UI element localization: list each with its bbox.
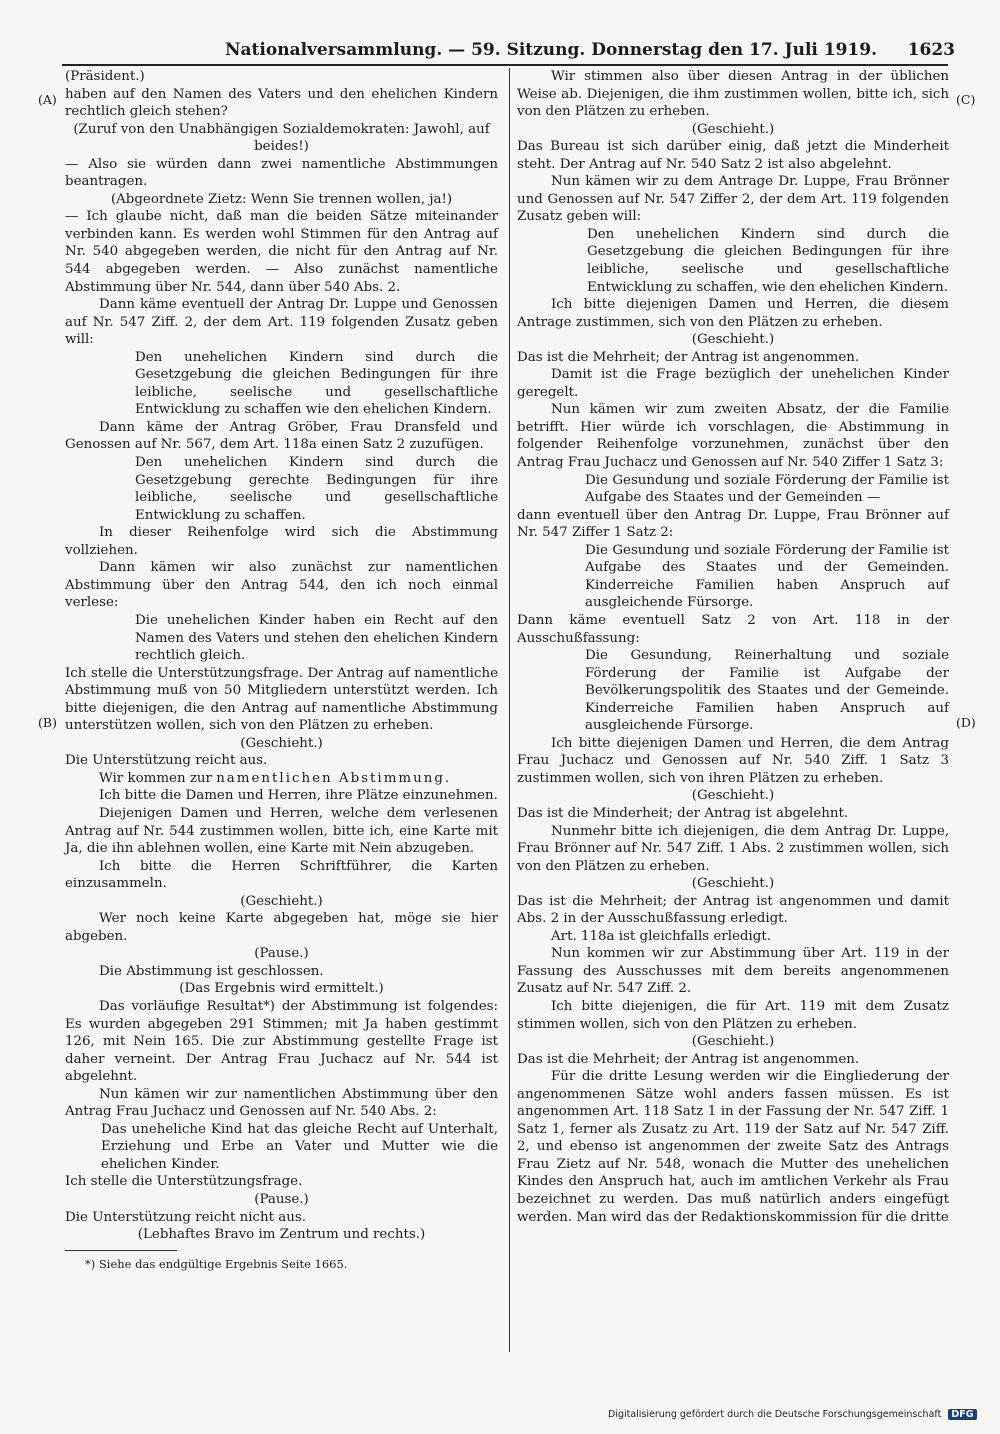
- paragraph: — Also sie würden dann zwei namentliche Abstimmungen beantragen.: [65, 156, 498, 190]
- paragraph: Nun kommen wir zur Abstimmung über Art. 119 in der Fassung des Ausschusses mit dem bereits angenommenen Zusatz auf Nr. 547 Ziff. 2.: [517, 946, 949, 997]
- stage-direction: (Das Ergebnis wird ermittelt.): [179, 981, 384, 997]
- paragraph: Ich bitte diejenigen Damen und Herren, die diesem Antrage zustimmen, sich von den Plätzen zu erheben.: [517, 297, 949, 330]
- quoted-motion: Die unehelichen Kinder haben ein Recht auf den Namen des Vaters und stehen den ehelichen Kindern rechtlich gleich.: [135, 612, 498, 664]
- paragraph: Nunmehr bitte ich diejenigen, die dem Antrag Dr. Luppe, Frau Brönner auf Nr. 547 Ziff. 1 Abs. 2 zustimmen wollen, sich von den Plätzen zu erheben.: [517, 823, 949, 874]
- column-divider: [509, 68, 510, 1352]
- paragraph: Dann kämen wir also zunächst zur namentlichen Abstimmung über den Antrag 544, den ich noch einmal verlese:: [65, 560, 498, 611]
- applause-note: (Lebhaftes Bravo im Zentrum und rechts.): [137, 1227, 426, 1243]
- paragraph: Dann käme eventuell Satz 2 von Art. 118 in der Ausschußfassung:: [517, 612, 949, 646]
- paragraph: Das ist die Mehrheit; der Antrag ist angenommen und damit Abs. 2 in der Ausschußfassung erledigt.: [517, 893, 949, 927]
- spaced-text: namentlichen Abstimmung.: [216, 770, 452, 786]
- paragraph: Damit ist die Frage bezüglich der unehelichen Kinder geregelt.: [517, 367, 949, 400]
- header-rule: [62, 64, 948, 66]
- quoted-motion: Die Gesundung und soziale Förderung der Familie ist Aufgabe des Staates und der Gemeinden —: [585, 472, 949, 506]
- stage-direction: (Geschieht.): [691, 788, 775, 804]
- paragraph: Die Unterstützung reicht aus.: [65, 753, 268, 769]
- stage-direction: (Pause.): [254, 1192, 309, 1207]
- quoted-motion: Den unehelichen Kindern sind durch die Gesetzgebung die gleichen Bedingungen für ihre leibliche, seelische und gesellschaftliche Entwicklung zu schaffen wie den ehelichen Kindern.: [135, 349, 498, 418]
- page-header: [225, 40, 955, 64]
- paragraph: Dann käme der Antrag Gröber, Frau Dransfeld und Genossen auf Nr. 567, dem Art. 118a einen Satz 2 zuzufügen.: [65, 419, 498, 453]
- stage-direction: (Geschieht.): [691, 876, 775, 892]
- paragraph: Die Unterstützung reicht nicht aus.: [65, 1209, 306, 1225]
- paragraph: Die Abstimmung ist geschlossen.: [99, 963, 324, 979]
- paragraph: In dieser Reihenfolge wird sich die Abstimmung vollziehen.: [65, 525, 498, 558]
- quoted-motion: Das uneheliche Kind hat das gleiche Recht auf Unterhalt, Erziehung und Erbe an Vater und Mutter wie die ehelichen Kinder.: [101, 1121, 498, 1172]
- digitization-credit: [608, 1409, 988, 1420]
- dfg-logo: DFG: [948, 1409, 976, 1420]
- text: Wir kommen zur: [99, 770, 217, 786]
- paragraph: dann eventuell über den Antrag Dr. Luppe, Frau Brönner auf Nr. 547 Ziffer 1 Satz 2:: [517, 507, 949, 541]
- stage-direction: (Geschieht.): [691, 121, 775, 137]
- paragraph: Nun kämen wir zur namentlichen Abstimmung über den Antrag Frau Juchacz und Genossen auf Nr. 540 Abs. 2:: [65, 1086, 498, 1120]
- interjection: (Zuruf von den Unabhängigen Sozialdemokraten: Jawohl, auf beides!): [73, 121, 490, 155]
- paragraph: Ich bitte diejenigen, die für Art. 119 mit dem Zusatz stimmen wollen, sich von den Plätzen zu erheben.: [517, 998, 949, 1032]
- margin-mark-b: (B): [38, 715, 57, 730]
- left-column: [65, 68, 498, 1272]
- paragraph: Ich bitte die Herren Schriftführer, die Karten einzusammeln.: [65, 858, 498, 892]
- stage-direction: (Pause.): [254, 946, 309, 962]
- stage-direction: (Geschieht.): [691, 332, 775, 348]
- paragraph: Wir stimmen also über diesen Antrag in der üblichen Weise ab. Diejenigen, die ihm zustimmen wollen, bitte ich, sich von den Plätzen zu erheben.: [517, 69, 949, 120]
- paragraph: Das Bureau ist sich darüber einig, daß jetzt die Minderheit steht. Der Antrag auf Nr. 540 Satz 2 ist also abgelehnt.: [517, 139, 949, 172]
- paragraph: Wer noch keine Karte abgegeben hat, möge sie hier abgeben.: [65, 911, 498, 944]
- margin-mark-d: (D): [956, 715, 976, 730]
- right-column: [517, 68, 949, 1226]
- speaker-label: (Präsident.): [65, 69, 145, 84]
- stage-direction: (Geschieht.): [691, 1034, 775, 1050]
- paragraph: haben auf den Namen des Vaters und den ehelichen Kindern rechtlich gleich stehen?: [65, 86, 498, 120]
- stage-direction: (Geschieht.): [240, 735, 323, 751]
- quoted-motion: Den unehelichen Kindern sind durch die Gesetzgebung gerechte Bedingungen für ihre leibliche, seelische und gesellschaftliche Entwicklung zu schaffen.: [135, 455, 498, 523]
- paragraph: Das vorläufige Resultat*) der Abstimmung ist folgendes: Es wurden abgegeben 291 Stimmen; mit Ja haben gestimmt 126, mit Nein 165. Die zur Abstimmung gestellte Frage ist daher verneint. Der Antrag Frau Juchacz auf Nr. 544 ist abgelehnt.: [65, 998, 498, 1085]
- footnote: *) Siehe das endgültige Ergebnis Seite 1665.: [85, 1256, 348, 1271]
- paragraph: Diejenigen Damen und Herren, welche dem verlesenen Antrag auf Nr. 544 zustimmen wollen, bitte ich, eine Karte mit Ja, die ihn ablehnen wollen, eine Karte mit Nein abzugeben.: [65, 805, 498, 857]
- quoted-motion: Die Gesundung und soziale Förderung der Familie ist Aufgabe des Staates und der Gemeinden. Kinderreiche Familien haben Anspruch auf ausgleichende Fürsorge.: [585, 542, 949, 611]
- margin-mark-c: (C): [956, 92, 976, 107]
- paragraph: — Ich glaube nicht, daß man die beiden Sätze miteinander verbinden kann. Es werden wohl Stimmen für den Antrag auf Nr. 540 abgegeben werden, die nicht für den Antrag auf Nr. 544 abgegeben werden. — Also zunächst namentliche Abstimmung über Nr. 544, dann über 540 Abs. 2.: [65, 209, 498, 295]
- credit-text: Digitalisierung gefördert durch die Deutsche Forschungsgemeinschaft: [608, 1409, 942, 1420]
- paragraph: Nun kämen wir zum zweiten Absatz, der die Familie betrifft. Hier würde ich vorschlagen, die Abstimmung in folgender Reihenfolge vorzunehmen, zunächst über den Antrag Frau Juchacz und Genossen auf Nr. 540 Ziffer 1 Satz 3:: [517, 402, 949, 471]
- paragraph: Ich bitte diejenigen Damen und Herren, die dem Antrag Frau Juchacz und Genossen auf Nr. 540 Ziff. 1 Satz 3 zustimmen wollen, sich von ihren Plätzen zu erheben.: [517, 735, 949, 786]
- paragraph: Das ist die Minderheit; der Antrag ist abgelehnt.: [517, 805, 849, 821]
- paragraph: Ich stelle die Unterstützungsfrage.: [65, 1174, 303, 1190]
- footnote-rule: [65, 1250, 177, 1251]
- page-number: 1623: [907, 40, 955, 60]
- stage-direction: (Geschieht.): [240, 893, 323, 909]
- quoted-motion: Den unehelichen Kindern sind durch die Gesetzgebung die gleichen Bedingungen für ihre leibliche, seelische und gesellschaftliche Entwicklung zu schaffen, wie den ehelichen Kindern.: [587, 226, 949, 295]
- paragraph: Ich stelle die Unterstützungsfrage. Der Antrag auf namentliche Abstimmung muß von 50 Mitgliedern unterstützt werden. Ich bitte diejenigen, die den Antrag auf namentliche Abstimmung unterstützen wollen, sich von den Plätzen zu erheben.: [65, 665, 498, 734]
- paragraph: Für die dritte Lesung werden wir die Eingliederung der angenommenen Sätze wohl anders fassen müssen. Es ist angenommen Art. 118 Satz 1 in der Fassung der Nr. 547 Ziff. 1 Satz 1, ferner als Zusatz zu Art. 119 der Satz auf Nr. 547 Ziff. 2, und ebenso ist angenommen der zweite Satz des Antrags Frau Zietz auf Nr. 548, wonach die Mutter des unehelichen Kindes den Anspruch hat, auch im amtlichen Verkehr als Frau bezeichnet zu werden. Das muß natürlich anders eingefügt werden. Man wird das der Redaktionskommission für die dritte: [517, 1069, 949, 1225]
- paragraph: [65, 770, 498, 788]
- paragraph: Ich bitte die Damen und Herren, ihre Plätze einzunehmen.: [99, 788, 498, 804]
- margin-mark-a: (A): [38, 92, 57, 107]
- paragraph: Das ist die Mehrheit; der Antrag ist angenommen.: [517, 1051, 860, 1067]
- paragraph: Nun kämen wir zu dem Antrage Dr. Luppe, Frau Brönner und Genossen auf Nr. 547 Ziffer 2, der dem Art. 119 folgenden Zusatz geben will:: [517, 174, 949, 225]
- quoted-motion: Die Gesundung, Reinerhaltung und soziale Förderung der Familie ist Aufgabe der Bevölkerungspolitik des Staates und der Gemeinde. Kinderreiche Familien haben Anspruch auf ausgleichende Fürsorge.: [585, 648, 949, 734]
- interjection: (Abgeordnete Zietz: Wenn Sie trennen wollen, ja!): [110, 191, 453, 207]
- running-title: Nationalversammlung. — 59. Sitzung. Donnerstag den 17. Juli 1919.: [225, 40, 878, 60]
- paragraph: Dann käme eventuell der Antrag Dr. Luppe und Genossen auf Nr. 547 Ziff. 2, der dem Art. 119 folgenden Zusatz geben will:: [65, 297, 498, 348]
- paragraph: Das ist die Mehrheit; der Antrag ist angenommen.: [517, 349, 860, 365]
- paragraph: Art. 118a ist gleichfalls erledigt.: [551, 928, 771, 944]
